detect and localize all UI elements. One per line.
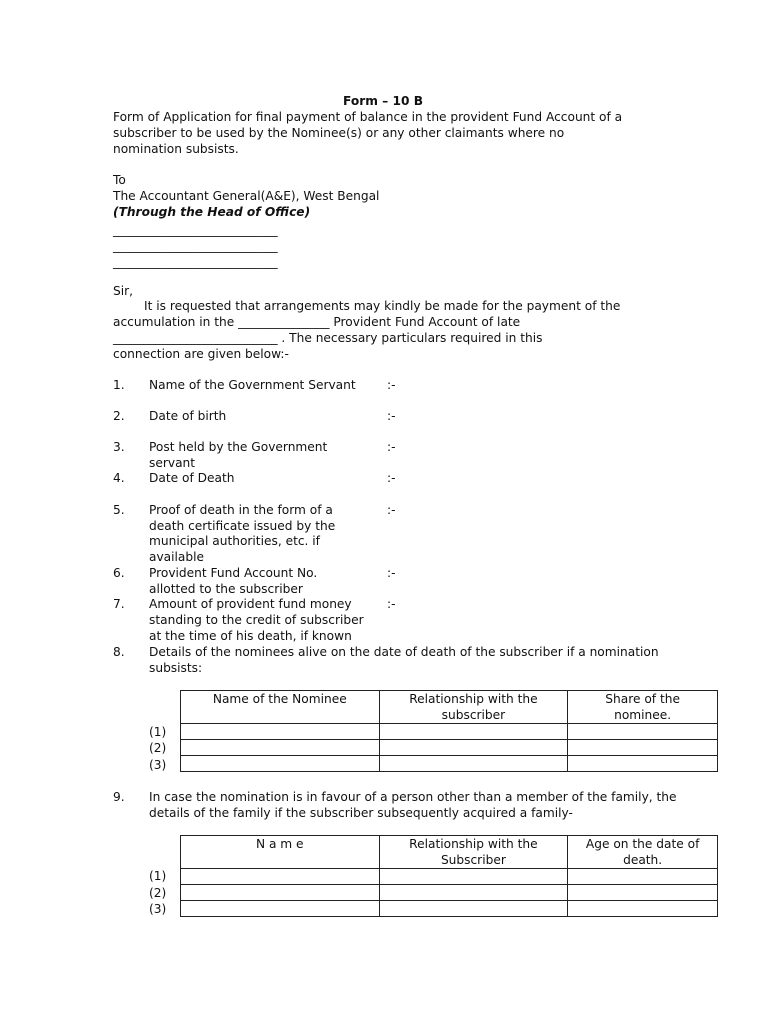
table-cell[interactable] (379, 740, 568, 756)
table-row (181, 756, 718, 772)
row-label: (3) (149, 758, 167, 772)
item-number: 8. (113, 645, 125, 659)
item-number: 6. (113, 566, 125, 580)
table-cell[interactable] (181, 740, 380, 756)
item-label: at the time of his death, if known (149, 629, 352, 643)
header-text: Subscriber (440, 853, 506, 867)
address-via: (Through the Head of Office) (113, 205, 311, 219)
table-cell[interactable] (568, 740, 718, 756)
table-cell[interactable] (181, 901, 380, 917)
item-label: Date of Death (149, 471, 235, 485)
item-label: Date of birth (149, 409, 227, 423)
item-label: Provident Fund Account No. (149, 566, 318, 580)
letter-body-line: ___________________________ . The necessary particulars required in this (113, 331, 543, 345)
column-header (181, 836, 380, 869)
form-description-line: subscriber to be used by the Nominee(s) or any other claimants where no (113, 126, 565, 140)
family-table (180, 835, 718, 917)
item-label: death certificate issued by the (149, 519, 336, 533)
item-separator: :- (387, 503, 396, 517)
header-text: Name of the Nominee (212, 692, 347, 706)
letter-body-line: accumulation in the _______________ Provident Fund Account of late (113, 315, 521, 329)
item-label: In case the nomination is in favour of a person other than a member of the family, the (149, 790, 677, 804)
item-label: Post held by the Government (149, 440, 328, 454)
item-label: Proof of death in the form of a (149, 503, 333, 517)
table-cell[interactable] (568, 724, 718, 740)
item-number: 4. (113, 471, 125, 485)
item-label: Name of the Government Servant (149, 378, 356, 392)
table-header-row (181, 691, 718, 724)
table-cell[interactable] (181, 756, 380, 772)
item-number: 3. (113, 440, 125, 454)
table-row (181, 885, 718, 901)
column-header (568, 691, 718, 724)
item-separator: :- (387, 566, 396, 580)
table-cell[interactable] (379, 869, 568, 885)
form-description-line: nomination subsists. (113, 142, 239, 156)
table-row (181, 901, 718, 917)
item-number: 5. (113, 503, 125, 517)
table-cell[interactable] (181, 869, 380, 885)
column-header (568, 836, 718, 869)
address-blank-line: ___________________________ (113, 223, 278, 237)
column-header (379, 691, 568, 724)
header-text: Age on the date of (585, 837, 700, 851)
table-row (181, 869, 718, 885)
item-label: subsists: (149, 661, 203, 675)
table-header-row (181, 836, 718, 869)
item-label: allotted to the subscriber (149, 582, 303, 596)
table-cell[interactable] (568, 869, 718, 885)
header-text: death. (623, 853, 663, 867)
item-label: available (149, 550, 205, 564)
item-label: Amount of provident fund money (149, 597, 352, 611)
item-number: 1. (113, 378, 125, 392)
nominees-table (180, 690, 718, 772)
table-row (181, 740, 718, 756)
row-label: (1) (149, 725, 167, 739)
letter-body-line: connection are given below:- (113, 347, 289, 361)
table-cell[interactable] (379, 756, 568, 772)
table-cell[interactable] (181, 724, 380, 740)
salutation: Sir, (113, 284, 134, 298)
table-cell[interactable] (568, 756, 718, 772)
row-label: (3) (149, 902, 167, 916)
table-row (181, 724, 718, 740)
form-description-line: Form of Application for final payment of balance in the provident Fund Account of a (113, 110, 623, 124)
item-number: 9. (113, 790, 125, 804)
column-header (181, 691, 380, 724)
form-title: Form – 10 B (343, 94, 423, 108)
item-separator: :- (387, 440, 396, 454)
item-separator: :- (387, 378, 396, 392)
item-label: municipal authorities, etc. if (149, 534, 320, 548)
table-cell[interactable] (379, 885, 568, 901)
address-blank-line: ___________________________ (113, 239, 278, 253)
row-label: (2) (149, 886, 167, 900)
table-cell[interactable] (568, 901, 718, 917)
header-text: Relationship with the (409, 837, 538, 851)
item-label: servant (149, 456, 196, 470)
item-separator: :- (387, 597, 396, 611)
header-text: Share of the (605, 692, 680, 706)
item-label: standing to the credit of subscriber (149, 613, 364, 627)
item-number: 7. (113, 597, 125, 611)
address-to: To (113, 173, 126, 187)
row-label: (2) (149, 741, 167, 755)
header-text: nominee. (614, 708, 672, 722)
table-cell[interactable] (568, 885, 718, 901)
item-separator: :- (387, 409, 396, 423)
item-number: 2. (113, 409, 125, 423)
column-header (379, 836, 568, 869)
table-cell[interactable] (181, 885, 380, 901)
address-recipient: The Accountant General(A&E), West Bengal (113, 189, 380, 203)
row-label: (1) (149, 869, 167, 883)
header-text: subscriber (441, 708, 506, 722)
item-label: details of the family if the subscriber subsequently acquired a family- (149, 806, 573, 820)
item-separator: :- (387, 471, 396, 485)
item-label: Details of the nominees alive on the date of death of the subscriber if a nomination (149, 645, 659, 659)
address-blank-line: ___________________________ (113, 255, 278, 269)
letter-body-line: It is requested that arrangements may kindly be made for the payment of the (144, 299, 621, 313)
table-cell[interactable] (379, 901, 568, 917)
header-text: N a m e (255, 837, 304, 851)
header-text: Relationship with the (409, 692, 538, 706)
table-cell[interactable] (379, 724, 568, 740)
